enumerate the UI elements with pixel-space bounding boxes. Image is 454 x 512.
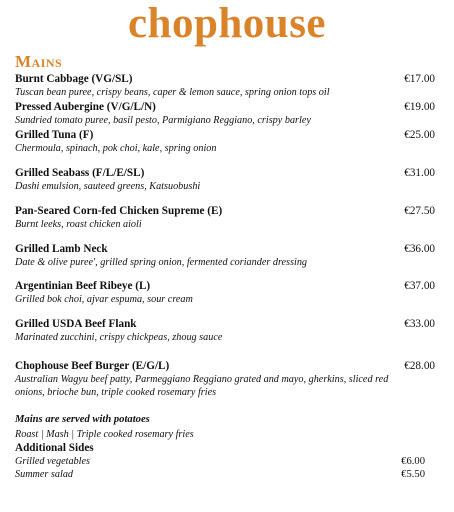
- menu-item-price: €36.00: [404, 243, 435, 255]
- side-item-price: €6.00: [401, 456, 425, 467]
- menu-item-description: Burnt leeks, roast chicken aioli: [15, 219, 142, 230]
- menu-item-description: Dashi emulsion, sauteed greens, Katsuobushi: [15, 181, 201, 192]
- menu-item-name: Pan-Seared Corn-fed Chicken Supreme (E): [15, 205, 223, 217]
- menu-item-description: Sundried tomato puree, basil pesto, Parmigiano Reggiano, crispy barley: [15, 115, 311, 126]
- side-item-price: €5.50: [401, 469, 425, 480]
- menu-item-price: €27.50: [404, 205, 435, 217]
- menu-item-name: Grilled Lamb Neck: [15, 243, 108, 255]
- menu-item-price: €37.00: [404, 280, 435, 292]
- menu-item-name: Pressed Aubergine (V/G/L/N): [15, 101, 156, 113]
- side-item-name: Grilled vegetables: [15, 456, 90, 467]
- menu-item-description: Date & olive puree', grilled spring onion, fermented coriander dressing: [15, 257, 308, 268]
- menu-item-price: €33.00: [404, 318, 435, 330]
- chophouse-logo: chophouse: [127, 0, 327, 47]
- potatoes-note: Mains are served with potatoes: [15, 414, 150, 425]
- menu-item-name: Grilled USDA Beef Flank: [15, 318, 137, 330]
- menu-item-name: Grilled Seabass (F/L/E/SL): [15, 167, 145, 179]
- menu-item-price: €19.00: [404, 101, 435, 113]
- potatoes-options: Roast | Mash | Triple cooked rosemary fries: [15, 429, 194, 440]
- menu-item-price: €28.00: [404, 360, 435, 372]
- side-item-name: Summer salad: [15, 469, 74, 480]
- menu-item-price: €17.00: [404, 73, 435, 85]
- section-title-mains: Mains: [15, 52, 63, 71]
- menu-item-name: Chophouse Beef Burger (E/G/L): [15, 360, 170, 372]
- menu-item-name: Burnt Cabbage (VG/SL): [15, 73, 133, 85]
- menu-item-description: Chermoula, spinach, pok choi, kale, spring onion: [15, 143, 217, 154]
- menu-item-name: Grilled Tuna (F): [15, 129, 94, 141]
- menu-item-description: Tuscan bean puree, crispy beans, caper & lemon sauce, spring onion tops oil: [15, 87, 330, 98]
- menu-item-price: €25.00: [404, 129, 435, 141]
- menu-item-name: Argentinian Beef Ribeye (L): [15, 280, 151, 292]
- menu-item-price: €31.00: [404, 167, 435, 179]
- menu-item-description: Grilled bok choi, ajvar espuma, sour cream: [15, 294, 193, 305]
- menu-item-description: Marinated zucchini, crispy chickpeas, zhoug sauce: [15, 332, 223, 343]
- menu-item-description: Australian Wagyu beef patty, Parmeggiano Reggiano grated and mayo, gherkins, sliced red onions, brioche bun, triple cooked rosemary fries: [15, 374, 389, 398]
- sides-title: Additional Sides: [15, 442, 94, 454]
